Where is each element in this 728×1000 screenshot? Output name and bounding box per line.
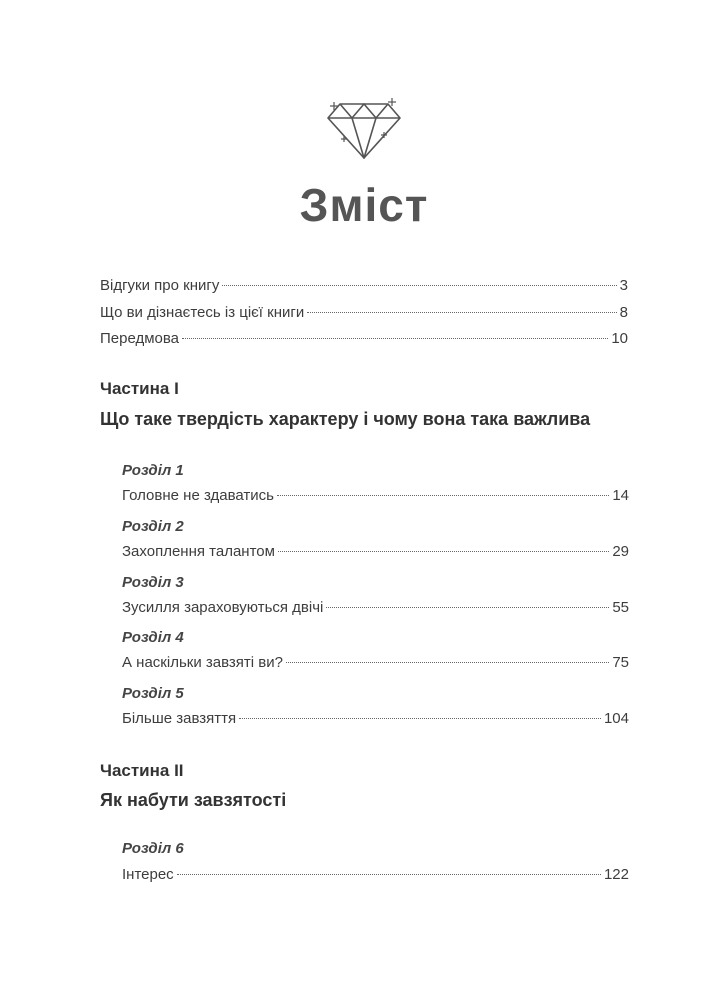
toc-entry-page: 29 (612, 543, 629, 560)
toc-entry-label: Відгуки про книгу (100, 277, 220, 294)
toc-entry-page: 8 (619, 304, 628, 321)
toc-entry-label: Інтерес (122, 866, 174, 883)
toc-entry[interactable] (100, 330, 628, 350)
toc-entry-page: 3 (619, 277, 628, 294)
toc-entry-page: 122 (603, 866, 629, 883)
toc-entry-label: Зусилля зараховуються двічі (122, 599, 324, 616)
toc-entry-page: 75 (612, 654, 629, 671)
dot-leader (239, 718, 601, 719)
dot-leader (307, 312, 616, 313)
toc-entry[interactable] (122, 710, 629, 730)
part-label: Частина І (100, 379, 179, 398)
toc-entry-page: 104 (603, 710, 629, 727)
dot-leader (177, 874, 601, 875)
toc-entry-page: 55 (612, 599, 629, 616)
dot-leader (278, 551, 609, 552)
toc-entry-page: 10 (611, 330, 628, 347)
dot-leader (222, 285, 616, 286)
part-title: Що таке твердість характеру і чому вона така важлива (100, 409, 591, 429)
chapter-label: Розділ 2 (122, 518, 184, 535)
part-title: Як набути завзятості (100, 790, 287, 810)
dot-leader (182, 338, 608, 339)
chapter-label: Розділ 5 (122, 685, 184, 702)
toc-entry[interactable] (122, 866, 629, 886)
toc-entry[interactable] (100, 277, 628, 297)
toc-entry-label: Головне не здаватись (122, 487, 274, 504)
toc-entry-label: А наскільки завзяті ви? (122, 654, 283, 671)
toc-entry-label: Що ви дізнаєтесь із цієї книги (100, 304, 305, 321)
chapter-label: Розділ 6 (122, 840, 184, 857)
toc-entry-label: Більше завзяття (122, 710, 237, 727)
dot-leader (286, 662, 609, 663)
toc-entry-label: Захоплення талантом (122, 543, 275, 560)
toc-entry-label: Передмова (100, 330, 180, 347)
toc-entry[interactable] (122, 599, 629, 619)
toc-entry[interactable] (100, 304, 628, 324)
diamond-icon (326, 98, 402, 160)
dot-leader (326, 607, 609, 608)
chapter-label: Розділ 3 (122, 574, 184, 591)
toc-entry[interactable] (122, 487, 629, 507)
toc-entry[interactable] (122, 543, 629, 563)
page-title: Зміст (299, 179, 429, 231)
toc-entry[interactable] (122, 654, 629, 674)
dot-leader (277, 495, 609, 496)
toc-entry-page: 14 (612, 487, 629, 504)
chapter-label: Розділ 1 (122, 462, 184, 479)
part-label: Частина ІІ (100, 761, 184, 780)
chapter-label: Розділ 4 (122, 629, 184, 646)
